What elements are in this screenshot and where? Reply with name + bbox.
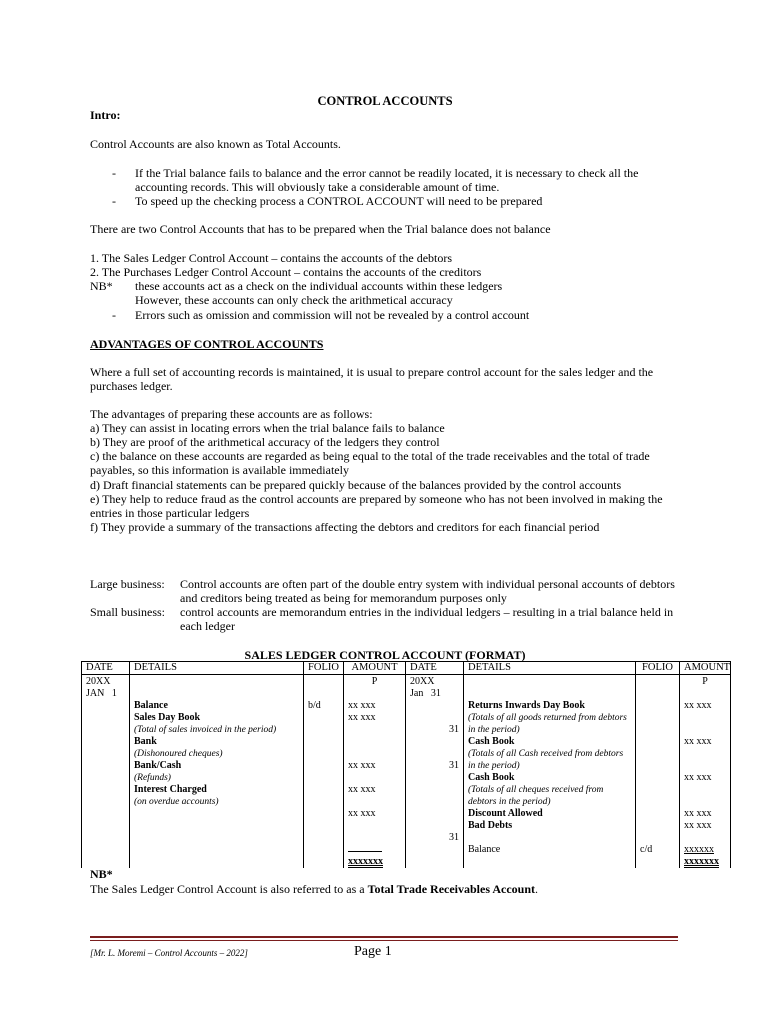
intro-bullet: To speed up the checking process a CONTROL ACCOUNT will need to be prepared	[135, 194, 543, 208]
table-body-row	[82, 675, 731, 869]
credit-year: 20XX	[410, 676, 435, 687]
debit-balance-folio: b/d	[308, 700, 321, 711]
footer-page-number: Page 1	[354, 944, 392, 959]
credit-returns: Returns Inwards Day Book	[468, 700, 585, 711]
credit-day: 31	[430, 688, 441, 699]
page-title: CONTROL ACCOUNTS	[317, 94, 453, 108]
debit-balance-amount: xx xxx	[348, 700, 376, 711]
debit-sales-day-book-note: (Total of sales invoiced in the period)	[134, 725, 277, 735]
advantages-lead: The advantages of preparing these accounts are as follows:	[90, 407, 373, 421]
debit-amount-cell	[344, 675, 406, 869]
col-header-folio: FOLIO	[636, 662, 680, 675]
nb2-label: NB*	[90, 867, 113, 881]
credit-balance-folio: c/d	[640, 844, 653, 855]
advantage-item: f) They provide a summary of the transactions affecting the debtors and creditors for each financial period	[90, 520, 600, 534]
debit-details-cell	[130, 675, 304, 869]
numbered-item: 2. The Purchases Ledger Control Account – contains the accounts of the creditors	[90, 265, 482, 279]
ledger-title: SALES LEDGER CONTROL ACCOUNT (FORMAT)	[244, 648, 526, 662]
debit-bank-amount: xx xxx	[348, 760, 376, 771]
advantage-item: e) They help to reduce fraud as the control accounts are prepared by someone who has not been involved in making the entries in those particular ledgers	[90, 492, 663, 520]
debit-total: xxxxxxx	[348, 856, 383, 867]
col-header-folio: FOLIO	[304, 662, 344, 675]
nb-bullet: Errors such as omission and commission will not be revealed by a control account	[135, 308, 530, 322]
credit-day-4: 31	[449, 832, 459, 843]
bullet-dash: -	[112, 308, 116, 322]
debit-interest: Interest Charged	[134, 784, 207, 795]
credit-amount-cell	[680, 675, 731, 869]
debit-month: JAN	[86, 688, 105, 699]
credit-cash-book-1-note: (Totals of all Cash received from debtors in the period)	[468, 749, 624, 771]
credit-day-2: 31	[449, 724, 459, 735]
advantage-item: b) They are proof of the arithmetical accuracy of the ledgers they control	[90, 435, 440, 449]
intro-heading: Intro:	[90, 108, 121, 122]
debit-folio-cell	[304, 675, 344, 869]
numbered-item: 1. The Sales Ledger Control Account – contains the accounts of the debtors	[90, 251, 453, 265]
debit-currency: P	[371, 676, 378, 687]
debit-sales-day-book: Sales Day Book	[134, 712, 201, 723]
credit-discount-amount: xx xxx	[684, 808, 712, 819]
col-header-details: DETAILS	[464, 662, 636, 675]
nb-line: these accounts act as a check on the individual accounts within these ledgers	[135, 279, 503, 293]
credit-cash2-amount: xx xxx	[684, 772, 712, 783]
credit-folio-cell	[636, 675, 680, 869]
debit-interest-note: (on overdue accounts)	[134, 797, 219, 807]
credit-returns-amount: xx xxx	[684, 700, 712, 711]
nb2-text-prefix: The Sales Ledger Control Account is also referred to as a	[90, 882, 368, 896]
credit-date	[410, 688, 459, 700]
nb-line: However, these accounts can only check the arithmetical accuracy	[135, 293, 453, 307]
credit-balance-amount: xxxxxx	[684, 844, 714, 855]
col-header-details: DETAILS	[130, 662, 304, 675]
debit-bank: Bank	[134, 736, 157, 747]
total-rule-line	[348, 851, 382, 852]
debit-bank-cash: Bank/Cash	[134, 760, 182, 771]
credit-cash-book-2: Cash Book	[468, 772, 515, 783]
nb2-text	[90, 882, 538, 897]
col-header-date: DATE	[406, 662, 464, 675]
nb2-text-bold: Total Trade Receivables Account	[367, 882, 536, 896]
debit-date	[86, 688, 125, 700]
bullet-dash: -	[112, 194, 116, 208]
credit-currency: P	[702, 676, 708, 687]
debit-day: 1	[111, 688, 117, 699]
credit-cash1-amount: xx xxx	[684, 736, 712, 747]
credit-details-cell	[464, 675, 636, 869]
footer-rule-thin	[90, 940, 678, 941]
two-accounts-line: There are two Control Accounts that has to be prepared when the Trial balance does not balance	[90, 222, 551, 236]
large-business-label: Large business:	[90, 577, 165, 591]
sales-ledger-control-table	[81, 661, 731, 868]
credit-cash-book-1: Cash Book	[468, 736, 515, 747]
intro-line: Control Accounts are also known as Total Accounts.	[90, 137, 341, 151]
debit-bank-cash-note: (Refunds)	[134, 773, 171, 783]
bullet-dash: -	[112, 166, 116, 180]
debit-sales-amount: xx xxx	[348, 712, 376, 723]
table-header-row	[82, 662, 731, 675]
credit-date-cell	[406, 675, 464, 869]
debit-balance: Balance	[134, 700, 168, 711]
credit-bad-debts-amount: xx xxx	[684, 820, 712, 831]
nb-label: NB*	[90, 279, 113, 293]
debit-interest-amount: xx xxx	[348, 784, 376, 795]
credit-day-3: 31	[449, 760, 459, 771]
intro-bullet: If the Trial balance fails to balance and the error cannot be readily located, it is necessary to check all the accounting records. This will obviously take a considerable amount of time.	[135, 166, 639, 194]
advantage-item: d) Draft financial statements can be prepared quickly because of the balances provided by the control accounts	[90, 478, 622, 492]
debit-date-cell	[82, 675, 130, 869]
large-business-text: Control accounts are often part of the double entry system with individual personal accounts of debtors and creditors being treated as being for memorandum purposes only	[180, 577, 675, 605]
col-header-date: DATE	[82, 662, 130, 675]
credit-bad-debts: Bad Debts	[468, 820, 513, 831]
debit-total-rule	[348, 844, 401, 856]
col-header-amount: AMOUNT	[680, 662, 731, 675]
advantages-heading: ADVANTAGES OF CONTROL ACCOUNTS	[90, 337, 324, 351]
col-header-amount: AMOUNT	[344, 662, 406, 675]
footer-author: [Mr. L. Moremi – Control Accounts – 2022]	[90, 948, 248, 958]
credit-cash-book-2-note: (Totals of all cheques received from debtors in the period)	[468, 785, 604, 807]
nb2-text-suffix: .	[535, 882, 539, 896]
credit-discount: Discount Allowed	[468, 808, 543, 819]
credit-month: Jan	[410, 688, 424, 699]
credit-total: xxxxxxx	[684, 856, 719, 867]
debit-year: 20XX	[86, 676, 111, 687]
small-business-text: control accounts are memorandum entries in the individual ledgers – resulting in a trial balance held in each ledger	[180, 605, 674, 633]
debit-bank-note: (Dishonoured cheques)	[134, 749, 223, 759]
footer-rule	[90, 936, 678, 938]
advantage-item: a) They can assist in locating errors when the trial balance fails to balance	[90, 421, 445, 435]
debit-extra-amount: xx xxx	[348, 808, 376, 819]
credit-returns-note: (Totals of all goods returned from debtors in the period)	[468, 713, 627, 735]
advantage-item: c) the balance on these accounts are regarded as being equal to the total of the trade receivables and the total of trade payables, so this information is available immediately	[90, 449, 650, 477]
small-business-label: Small business:	[90, 605, 166, 619]
advantages-intro: Where a full set of accounting records is maintained, it is usual to prepare control account for the sales ledger and the purchases ledger.	[90, 365, 654, 393]
credit-balance: Balance	[468, 844, 501, 855]
